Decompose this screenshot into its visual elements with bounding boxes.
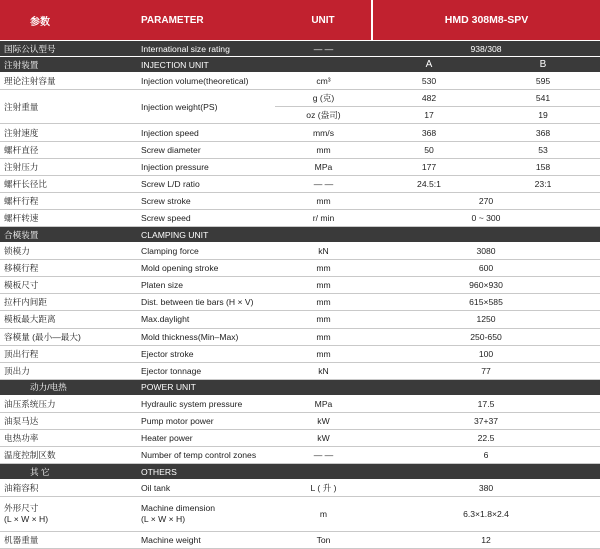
row-en: Screw L/D ratio bbox=[137, 175, 275, 192]
row-en: Injection pressure bbox=[137, 158, 275, 175]
size-rating-cn: 国际公认型号 bbox=[0, 41, 137, 57]
table-row bbox=[0, 260, 600, 277]
row-value: 17.5 bbox=[372, 395, 600, 412]
section-blank bbox=[275, 227, 600, 243]
row-cn-line1: 外形尺寸 bbox=[4, 502, 39, 513]
row-en: Mold opening stroke bbox=[137, 260, 275, 277]
row-en-line2: (L × W × H) bbox=[141, 513, 186, 524]
row-unit: kN bbox=[275, 243, 372, 260]
row-b: 541 bbox=[486, 90, 600, 107]
row-unit: — — bbox=[275, 175, 372, 192]
row-value: 270 bbox=[372, 192, 600, 209]
row-value: 12 bbox=[372, 531, 600, 548]
table-row bbox=[0, 480, 600, 497]
row-cn: 顶出力 bbox=[0, 362, 137, 379]
others-title-en: OTHERS bbox=[137, 464, 275, 480]
table-row bbox=[0, 124, 600, 141]
row-a: 177 bbox=[372, 158, 486, 175]
row-cn: 油泵马达 bbox=[0, 412, 137, 429]
header-parameter: PARAMETER bbox=[137, 0, 275, 41]
row-en: Injection weight(PS) bbox=[137, 90, 275, 124]
table-row bbox=[0, 141, 600, 158]
row-unit: m bbox=[275, 497, 372, 531]
row-cn: 注射压力 bbox=[0, 158, 137, 175]
row-b: 595 bbox=[486, 73, 600, 90]
table-row bbox=[0, 209, 600, 226]
others-section-row bbox=[0, 464, 600, 480]
row-en: Heater power bbox=[137, 430, 275, 447]
row-unit: mm bbox=[275, 294, 372, 311]
row-cn: 模板最大距离 bbox=[0, 311, 137, 328]
table-row bbox=[0, 430, 600, 447]
col-a-label: A bbox=[372, 57, 486, 73]
section-blank bbox=[275, 464, 600, 480]
row-a: 368 bbox=[372, 124, 486, 141]
row-value: 3080 bbox=[372, 243, 600, 260]
table-row bbox=[0, 192, 600, 209]
row-cn: 顶出行程 bbox=[0, 345, 137, 362]
col-b-label: B bbox=[486, 57, 600, 73]
row-cn: 容模量 (最小—最大) bbox=[0, 328, 137, 345]
size-rating-value: 938/308 bbox=[372, 41, 600, 57]
row-cn: 锁模力 bbox=[0, 243, 137, 260]
table-row bbox=[0, 90, 600, 107]
header-unit: UNIT bbox=[275, 0, 372, 41]
row-unit: r/ min bbox=[275, 209, 372, 226]
size-rating-row bbox=[0, 41, 600, 57]
row-en: Injection volume(theoretical) bbox=[137, 73, 275, 90]
row-cn: 理论注射容量 bbox=[0, 73, 137, 90]
table-row bbox=[0, 345, 600, 362]
row-a: 17 bbox=[372, 107, 486, 124]
row-cn bbox=[0, 497, 137, 531]
row-cn: 温度控制区数 bbox=[0, 447, 137, 464]
row-en: Oil tank bbox=[137, 480, 275, 497]
row-value: 22.5 bbox=[372, 430, 600, 447]
table-row bbox=[0, 412, 600, 429]
row-en: Dist. between tie bars (H × V) bbox=[137, 294, 275, 311]
injection-title-cn: 注射装置 bbox=[0, 57, 137, 73]
row-unit: mm bbox=[275, 345, 372, 362]
row-value: 960×930 bbox=[372, 277, 600, 294]
row-unit: mm bbox=[275, 260, 372, 277]
table-row bbox=[0, 277, 600, 294]
row-b: 368 bbox=[486, 124, 600, 141]
row-unit: mm bbox=[275, 311, 372, 328]
row-cn: 模板尺寸 bbox=[0, 277, 137, 294]
clamping-section-row bbox=[0, 227, 600, 243]
row-value: 37+37 bbox=[372, 412, 600, 429]
row-en: Screw speed bbox=[137, 209, 275, 226]
row-en: Ejector stroke bbox=[137, 345, 275, 362]
row-value: 615×585 bbox=[372, 294, 600, 311]
row-en-line1: Machine dimension bbox=[141, 502, 216, 513]
power-title-cn: 动力/电热 bbox=[0, 379, 137, 395]
row-b: 158 bbox=[486, 158, 600, 175]
header-row bbox=[0, 0, 600, 41]
table-row bbox=[0, 73, 600, 90]
row-en: Clamping force bbox=[137, 243, 275, 260]
table-row bbox=[0, 294, 600, 311]
row-cn: 电热功率 bbox=[0, 430, 137, 447]
clamping-title-cn: 合模装置 bbox=[0, 227, 137, 243]
row-cn: 机器重量 bbox=[0, 531, 137, 548]
power-section-row bbox=[0, 379, 600, 395]
row-cn: 移模行程 bbox=[0, 260, 137, 277]
size-rating-unit: — — bbox=[275, 41, 372, 57]
row-unit: mm bbox=[275, 328, 372, 345]
row-en: Number of temp control zones bbox=[137, 447, 275, 464]
row-unit: mm bbox=[275, 141, 372, 158]
row-en: Hydraulic system pressure bbox=[137, 395, 275, 412]
row-b: 53 bbox=[486, 141, 600, 158]
table-row bbox=[0, 243, 600, 260]
row-cn: 注射重量 bbox=[0, 90, 137, 124]
row-unit: Ton bbox=[275, 531, 372, 548]
row-unit: cm³ bbox=[275, 73, 372, 90]
table-row bbox=[0, 158, 600, 175]
row-cn: 螺杆行程 bbox=[0, 192, 137, 209]
clamping-title-en: CLAMPING UNIT bbox=[137, 227, 275, 243]
row-b: 19 bbox=[486, 107, 600, 124]
row-value: 1250 bbox=[372, 311, 600, 328]
row-a: 24.5:1 bbox=[372, 175, 486, 192]
row-value: 6 bbox=[372, 447, 600, 464]
table-row bbox=[0, 175, 600, 192]
row-en: Pump motor power bbox=[137, 412, 275, 429]
row-cn: 油压系统压力 bbox=[0, 395, 137, 412]
power-title-en: POWER UNIT bbox=[137, 379, 275, 395]
row-a: 530 bbox=[372, 73, 486, 90]
row-cn-line2: (L × W × H) bbox=[4, 513, 49, 524]
row-unit: g (克) bbox=[275, 90, 372, 107]
row-en: Screw diameter bbox=[137, 141, 275, 158]
row-unit: MPa bbox=[275, 395, 372, 412]
row-en: Injection speed bbox=[137, 124, 275, 141]
row-a: 50 bbox=[372, 141, 486, 158]
row-unit: mm/s bbox=[275, 124, 372, 141]
row-unit: kN bbox=[275, 362, 372, 379]
row-value: 600 bbox=[372, 260, 600, 277]
row-unit: MPa bbox=[275, 158, 372, 175]
others-title-cn: 其 它 bbox=[0, 464, 137, 480]
row-unit: — — bbox=[275, 447, 372, 464]
row-unit: mm bbox=[275, 277, 372, 294]
row-en: Ejector tonnage bbox=[137, 362, 275, 379]
row-unit: mm bbox=[275, 192, 372, 209]
injection-title-en: INJECTION UNIT bbox=[137, 57, 275, 73]
header-cn: 参数 bbox=[0, 0, 137, 41]
row-unit: oz (盎司) bbox=[275, 107, 372, 124]
row-a: 482 bbox=[372, 90, 486, 107]
row-value: 250-650 bbox=[372, 328, 600, 345]
row-cn: 注射速度 bbox=[0, 124, 137, 141]
row-value: 6.3×1.8×2.4 bbox=[372, 497, 600, 531]
table-row bbox=[0, 531, 600, 548]
table-row bbox=[0, 447, 600, 464]
row-en: Screw stroke bbox=[137, 192, 275, 209]
row-en: Max.daylight bbox=[137, 311, 275, 328]
row-en: Machine weight bbox=[137, 531, 275, 548]
table-row bbox=[0, 311, 600, 328]
row-value: 77 bbox=[372, 362, 600, 379]
row-en bbox=[137, 497, 275, 531]
row-en: Mold thickness(Min–Max) bbox=[137, 328, 275, 345]
row-unit: kW bbox=[275, 412, 372, 429]
row-value: 0 ~ 300 bbox=[372, 209, 600, 226]
row-b: 23:1 bbox=[486, 175, 600, 192]
row-cn: 油箱容积 bbox=[0, 480, 137, 497]
row-cn: 拉杆内间距 bbox=[0, 294, 137, 311]
table-row bbox=[0, 497, 600, 531]
row-cn: 螺杆转速 bbox=[0, 209, 137, 226]
section-blank bbox=[275, 379, 600, 395]
row-en: Platen size bbox=[137, 277, 275, 294]
row-value: 380 bbox=[372, 480, 600, 497]
row-unit: kW bbox=[275, 430, 372, 447]
injection-section-row bbox=[0, 57, 600, 73]
table-row bbox=[0, 395, 600, 412]
row-cn: 螺杆直径 bbox=[0, 141, 137, 158]
table-row bbox=[0, 328, 600, 345]
section-blank bbox=[275, 57, 372, 73]
table-row bbox=[0, 362, 600, 379]
row-unit: L ( 升 ) bbox=[275, 480, 372, 497]
row-cn: 螺杆长径比 bbox=[0, 175, 137, 192]
size-rating-en: International size rating bbox=[137, 41, 275, 57]
header-model: HMD 308M8-SPV bbox=[372, 0, 600, 41]
row-value: 100 bbox=[372, 345, 600, 362]
